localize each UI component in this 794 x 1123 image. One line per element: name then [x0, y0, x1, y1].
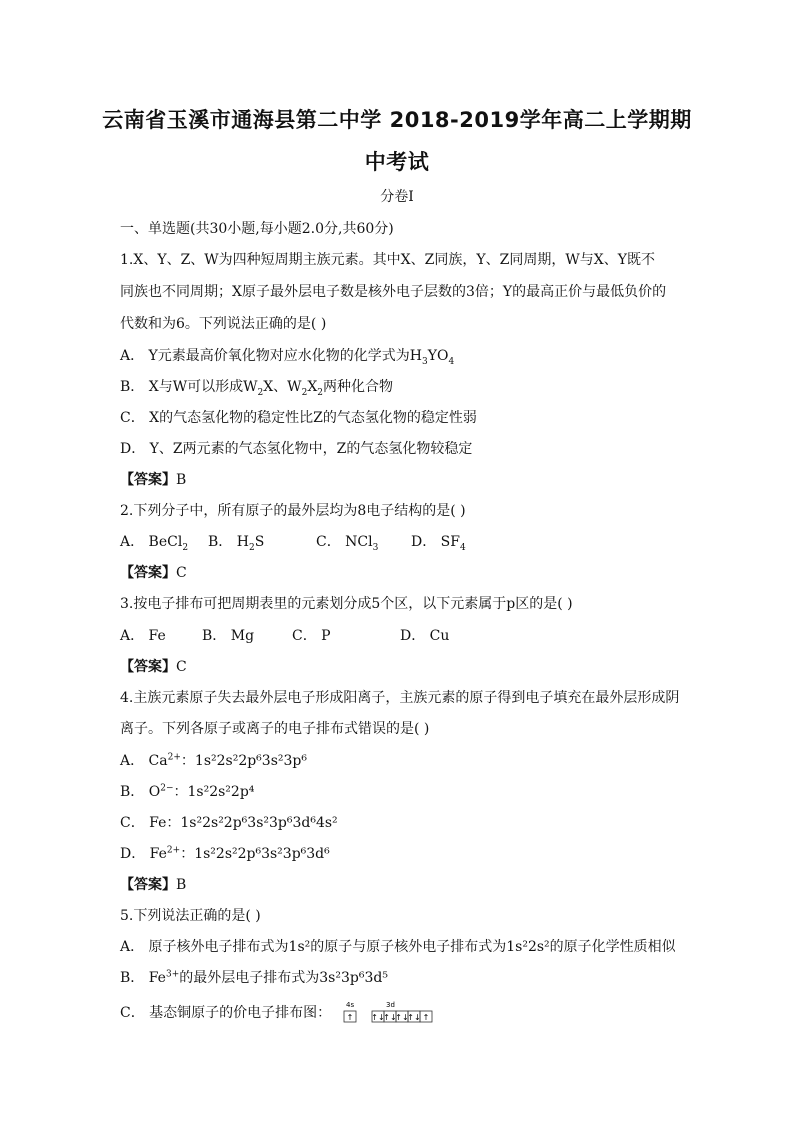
- q2-option-c: [316, 531, 411, 553]
- q1-option-d: D． Y、Z两元素的气态氢化物中，Z的气态氢化物较稳定: [120, 441, 473, 457]
- q4-stem-line2: 离子。下列各原子或离子的电子排布式错误的是( ): [120, 721, 430, 737]
- answer-value: B: [176, 472, 187, 488]
- q1-a-text: A． Y元素最高价氧化物对应水化物的化学式为H: [120, 348, 423, 364]
- q2-d-text: D． SF: [411, 534, 460, 550]
- answer-label: 【答案】: [120, 565, 176, 581]
- q4-option-a: [120, 750, 307, 770]
- section-label: 分卷I: [380, 189, 414, 205]
- ion-charge: 3+: [165, 969, 180, 980]
- answer-label: 【答案】: [120, 877, 176, 893]
- q2-option-b: [208, 531, 316, 553]
- orbital-label-4s: 4s: [345, 1001, 354, 1009]
- q4-b-config: ：1s²2s²2p⁴: [173, 784, 255, 800]
- subscript: 3: [422, 356, 428, 367]
- q5-option-a: A． 原子核外电子排布式为1s²的原子与原子核外电子排布式为1s²2s²的原子化学性质相似: [120, 939, 676, 955]
- q5-stem: 5.下列说法正确的是( ): [120, 908, 261, 924]
- q5-b-ion: B． Fe: [120, 970, 166, 986]
- subscript: 2: [182, 542, 189, 553]
- q4-answer: [120, 874, 186, 894]
- spin-up-arrow: ↑: [346, 1013, 353, 1022]
- q1-stem-line1: 1.X、Y、Z、W为四种短周期主族元素。其中X、Z同族，Y、Z同周期，W与X、Y既不: [120, 252, 655, 268]
- answer-value: C: [176, 565, 187, 581]
- answer-value: B: [176, 877, 187, 893]
- q3-option-c: C． P: [292, 628, 331, 644]
- q4-option-b: [120, 781, 254, 801]
- q1-stem-line3: 代数和为6。下列说法正确的是( ): [120, 316, 327, 332]
- answer-label: 【答案】: [120, 659, 176, 675]
- q1-b-text: B． X与W可以形成W: [120, 379, 258, 395]
- part-heading: 一、单选题(共30小题,每小题2.0分,共60分): [120, 221, 394, 237]
- q1-a-formula: YO: [427, 348, 449, 364]
- svg-text:↑↓: ↑↓: [382, 1013, 397, 1022]
- q2-b-tail: S: [254, 534, 265, 550]
- q3-options: [120, 625, 449, 645]
- ion-charge: 2−: [160, 783, 174, 794]
- q5-option-c: [120, 1000, 438, 1026]
- subscript: 4: [448, 356, 455, 367]
- subscript: 4: [459, 542, 466, 553]
- q4-b-ion: B． O: [120, 784, 161, 800]
- q2-a-text: A． BeCl: [120, 534, 183, 550]
- subscript: 2: [301, 387, 308, 398]
- exam-title-line1: 云南省玉溪市通海县第二中学 2018-2019学年高二上学期期: [102, 108, 692, 132]
- q4-a-ion: A． Ca: [120, 753, 168, 769]
- q2-options: [120, 531, 466, 553]
- exam-title-line2: 中考试: [364, 150, 430, 174]
- svg-text:↑↓: ↑↓: [370, 1013, 385, 1022]
- q3-option-a: A． Fe: [120, 628, 166, 644]
- q1-option-b: [120, 376, 393, 398]
- q4-option-d: [120, 843, 330, 863]
- q1-answer: [120, 469, 186, 489]
- q1-stem-line2: 同族也不同周期；X原子最外层电子数是核外电子层数的3倍；Y的最高正价与最低负价的: [120, 284, 667, 300]
- q2-option-d: [411, 531, 466, 553]
- orbital-boxes-3d: [371, 1011, 432, 1022]
- q4-option-c: C． Fe：1s²2s²2p⁶3s²3p⁶3d⁶4s²: [120, 815, 338, 831]
- q3-option-b: B． Mg: [202, 628, 255, 644]
- svg-text:↑↓: ↑↓: [394, 1013, 409, 1022]
- q3-option-d: D． Cu: [400, 628, 450, 644]
- q2-stem: 2.下列分子中，所有原子的最外层均为8电子结构的是( ): [120, 503, 466, 519]
- q4-a-config: ：1s²2s²2p⁶3s²3p⁶: [180, 753, 307, 769]
- subscript: 2: [317, 387, 324, 398]
- q2-answer: [120, 562, 187, 582]
- q1-b-tail: 两种化合物: [323, 379, 394, 395]
- q1-b-formula: X、W: [263, 379, 302, 395]
- q5-option-b: [120, 967, 388, 987]
- svg-text:↑: ↑: [422, 1013, 429, 1022]
- q1-b-formula-x: X: [307, 379, 318, 395]
- q3-answer: [120, 656, 187, 676]
- answer-value: C: [176, 659, 187, 675]
- orbital-diagram: [342, 1000, 438, 1026]
- q1-option-a: [120, 345, 454, 367]
- q2-b-text: B． H: [208, 534, 249, 550]
- q4-stem-line1: 4.主族元素原子失去最外层电子形成阳离子，主族元素的原子得到电子填充在最外层形成阴: [120, 690, 680, 706]
- subscript: 2: [257, 387, 264, 398]
- q4-d-config: ：1s²2s²2p⁶3s²3p⁶3d⁶: [180, 846, 330, 862]
- orbital-label-3d: 3d: [385, 1001, 395, 1009]
- q4-d-ion: D． Fe: [120, 846, 167, 862]
- q2-option-a: [120, 531, 208, 553]
- q1-option-c: C． X的气态氢化物的稳定性比Z的气态氢化物的稳定性弱: [120, 410, 477, 426]
- q5-b-config: 的最外层电子排布式为3s²3p⁶3d⁵: [179, 970, 388, 986]
- subscript: 3: [372, 542, 379, 553]
- answer-label: 【答案】: [120, 472, 176, 488]
- ion-charge: 2+: [167, 752, 181, 763]
- ion-charge: 2+: [166, 845, 181, 856]
- q5-c-text: C． 基态铜原子的价电子排布图：: [120, 1005, 332, 1021]
- subscript: 2: [248, 542, 255, 553]
- q3-stem: 3.按电子排布可把周期表里的元素划分成5个区，以下元素属于p区的是( ): [120, 596, 573, 612]
- q2-c-text: C． NCl: [316, 534, 373, 550]
- svg-text:↑↓: ↑↓: [406, 1013, 421, 1022]
